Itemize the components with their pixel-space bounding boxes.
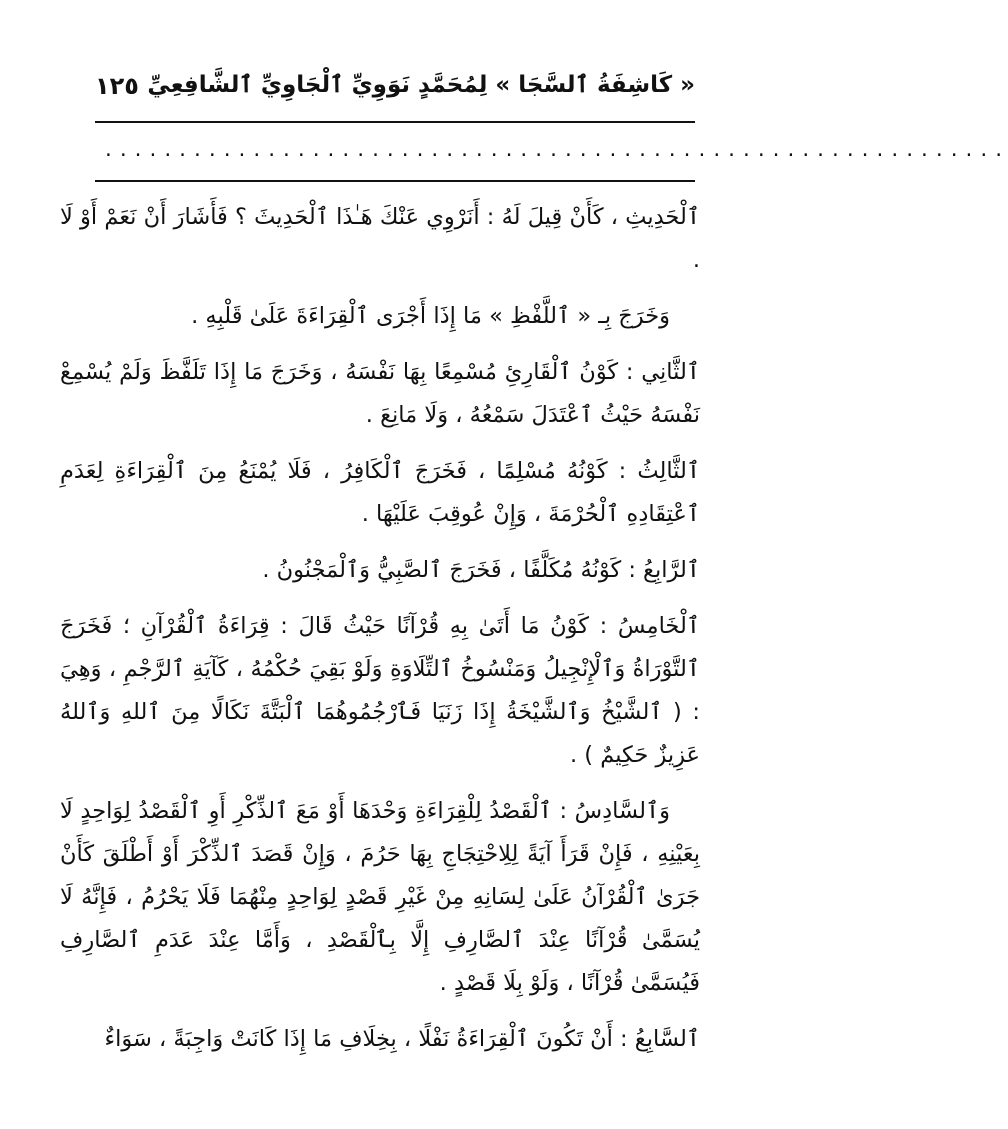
header-rule: [95, 121, 695, 123]
paragraph-condition-third: ٱلثَّالِثُ : كَوْنُهُ مُسْلِمًا ، فَخَرَجَ ٱلْكَافِرُ ، فَلَا يُمْنَعُ مِنَ ٱلْقِرَاءَةِ لِعَدَمِ ٱعْتِقَادِهِ ٱلْحُرْمَةَ ، وَإِنْ عُوقِبَ عَلَيْهَا .: [60, 458, 700, 527]
separator-rule: [95, 180, 695, 182]
paragraph-condition-fifth: ٱلْخَامِسُ : كَوْنُ مَا أَتَىٰ بِهِ قُرْآنًا حَيْثُ قَالَ : قِرَاءَةُ ٱلْقُرْآنِ ؛ فَخَرَجَ ٱلتَّوْرَاةُ وَٱلْإِنْجِيلُ وَمَنْسُوخُ ٱلتِّلَاوَةِ وَلَوْ بَقِيَ حُكْمُهُ ، كَآيَةِ ٱلرَّجْمِ ، وَهِيَ : ( ٱلشَّيْخُ وَٱلشَّيْخَةُ إِذَا زَنَيَا فَٱرْجُمُوهُمَا ٱلْبَتَّةَ نَكَالًا مِنَ ٱللهِ وَٱللهُ عَزِيزٌ حَكِيمٌ ) .: [60, 613, 700, 768]
running-title: « كَاشِفَةُ ٱلسَّجَا » لِمُحَمَّدٍ نَوَوِيِّ ٱلْجَاوِيِّ ٱلشَّافِعِيِّ: [147, 72, 695, 98]
paragraph-lafz-exclusion: وَخَرَجَ بِـ « ٱللَّفْظِ » مَا إِذَا أَجْرَى ٱلْقِرَاءَةَ عَلَىٰ قَلْبِهِ .: [191, 303, 670, 329]
paragraph-condition-seventh: ٱلسَّابِعُ : أَنْ تَكُونَ ٱلْقِرَاءَةُ نَفْلًا ، بِخِلَافِ مَا إِذَا كَانَتْ وَاجِبَةً ، سَوَاءٌ: [104, 1026, 700, 1052]
paragraph-condition-fourth: ٱلرَّابِعُ : كَوْنُهُ مُكَلَّفًا ، فَخَرَجَ ٱلصَّبِيُّ وَٱلْمَجْنُونُ .: [262, 557, 700, 583]
body-text: [60, 196, 700, 1116]
paragraph-condition-second: ٱلثَّانِي : كَوْنُ ٱلْقَارِئِ مُسْمِعًا بِهَا نَفْسَهُ ، وَخَرَجَ مَا إِذَا تَلَفَّظَ وَلَمْ يُسْمِعْ نَفْسَهُ حَيْثُ ٱعْتَدَلَ سَمْعُهُ ، وَلَا مَانِعَ .: [60, 359, 700, 428]
page-number: ١٢٥: [95, 72, 139, 100]
dotted-separator: .............................................................: [103, 140, 1008, 161]
paragraph-condition-sixth: وَٱلسَّادِسُ : ٱلْقَصْدُ لِلْقِرَاءَةِ وَحْدَهَا أَوْ مَعَ ٱلذِّكْرِ أَوِ ٱلْقَصْدُ لِوَاحِدٍ لَا بِعَيْنِهِ ، فَإِنْ قَرَأَ آيَةً لِلِاحْتِجَاجِ بِهَا حَرُمَ ، وَإِنْ قَصَدَ ٱلذِّكْرَ أَوْ أَطْلَقَ كَأَنْ جَرَىٰ ٱلْقُرْآنُ عَلَىٰ لِسَانِهِ مِنْ غَيْرِ قَصْدٍ لِوَاحِدٍ مِنْهُمَا فَلَا يَحْرُمُ ، فَإِنَّهُ لَا يُسَمَّىٰ قُرْآنًا عِنْدَ ٱلصَّارِفِ إِلَّا بِٱلْقَصْدِ ، وَأَمَّا عِنْدَ عَدَمِ ٱلصَّارِفِ فَيُسَمَّىٰ قُرْآنًا ، وَلَوْ بِلَا قَصْدٍ .: [60, 798, 700, 996]
page-header: [95, 72, 695, 118]
paragraph-hadith-continuation: ٱلْحَدِيثِ ، كَأَنْ قِيلَ لَهُ : أَنَرْوِي عَنْكَ هَـٰذَا ٱلْحَدِيثَ ؟ فَأَشَارَ أَنْ نَعَمْ أَوْ لَا .: [60, 204, 700, 273]
